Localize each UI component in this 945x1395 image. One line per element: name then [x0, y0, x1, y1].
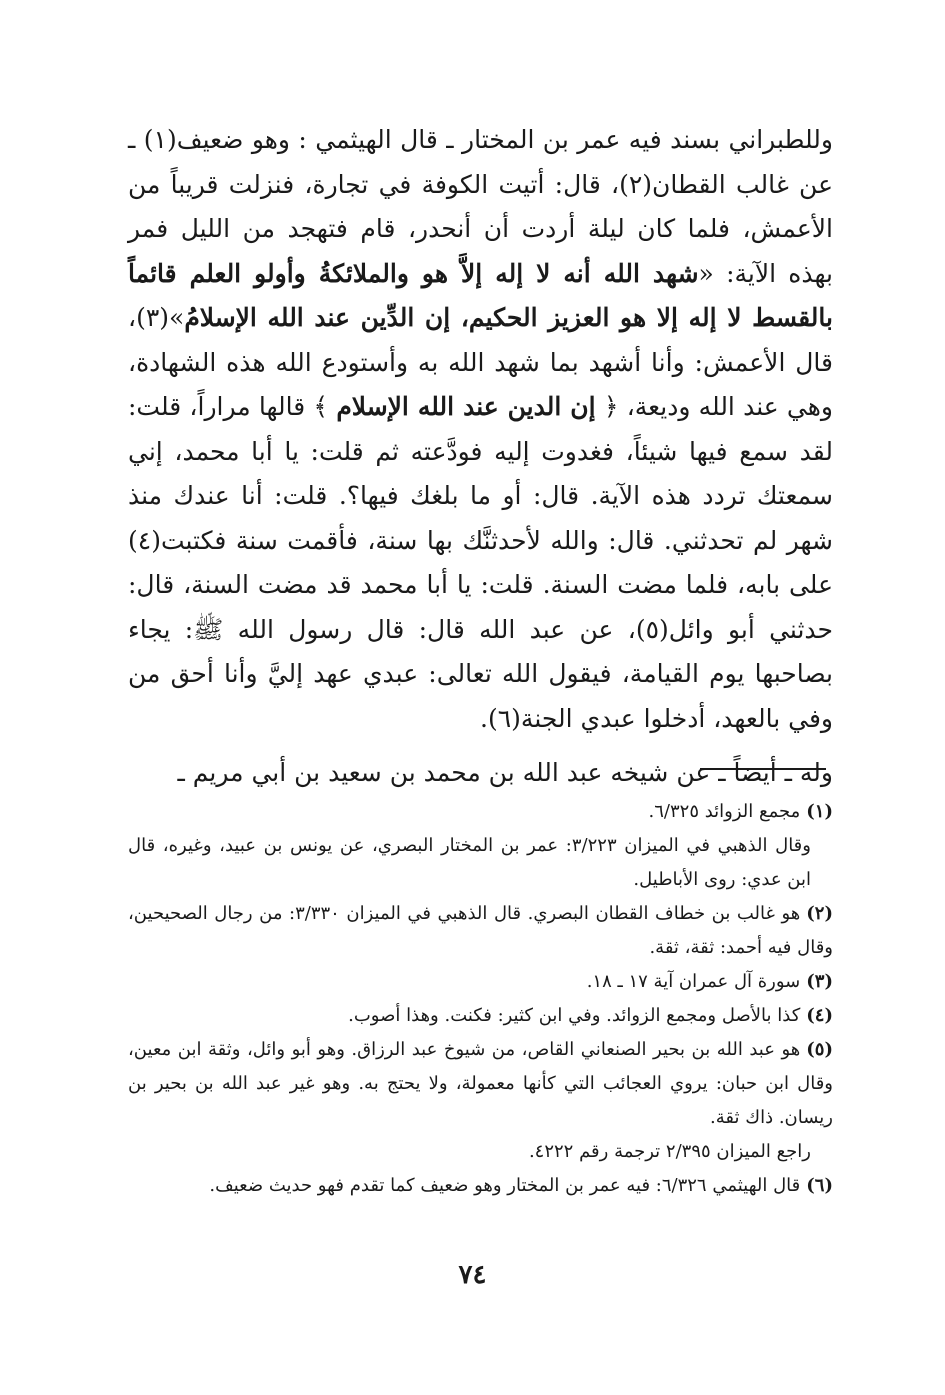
footnote-5-continuation: راجع الميزان ٢/٣٩٥ ترجمة رقم ٤٢٢٢.: [528, 1141, 811, 1162]
footnote-number: (٣): [806, 971, 833, 992]
footnote-1-continuation: وقال الذهبي في الميزان ٣/٢٢٣: عمر بن المختار البصري، عن يونس بن عبيد، وغيره، قال ابن عدي: روى الأباطيل.: [128, 835, 811, 890]
footnote-text: قال الهيثمي ٦/٣٢٦: فيه عمر بن المختار وهو ضعيف كما تقدم فهو حديث ضعيف.: [209, 1175, 801, 1196]
footnote-number: (١): [806, 801, 833, 822]
footnote-number: (٤): [806, 1005, 833, 1026]
paragraph-2: وله ـ أيضاً ـ عن شيخه عبد الله بن محمد بن سعيد بن أبي مريم ـ: [177, 758, 833, 787]
footnote-text: هو عبد الله بن بحير الصنعاني القاص، من شيوخ عبد الرزاق. وهو أبو وائل، وثقة ابن معين، وقال ابن حبان: يروي العجائب التي كأنها معمولة، ولا يحتج به. وهو غير عبد الله بن بحير بن ريسان. ذاك ثقة.: [128, 1039, 833, 1128]
footnote-number: (٦): [806, 1175, 833, 1196]
footnote-text: سورة آل عمران آية ١٧ ـ ١٨.: [586, 971, 801, 992]
quran-verse-2: إن الدين عند الله الإسلام: [336, 392, 596, 421]
footnote-6: [128, 1169, 833, 1203]
footnote-text: هو غالب بن خطاف القطان البصري. قال الذهبي في الميزان ٣/٣٣٠: من رجال الصحيحين، وقال فيه أحمد: ثقة، ثقة.: [128, 903, 833, 958]
main-text: [128, 118, 833, 796]
paragraph-1-text-a: وللطبراني بسند فيه عمر بن المختار ـ قال الهيثمي : وهو ضعيف(١) ـ عن غالب القطان(٢)، قال: أتيت الكوفة في تجارة، فنزلت قريباً من الأعمش، فلما كان ليلة أردت أن أنحدر، قام فتهجد من الليل فمر بهذه الآية: «: [128, 125, 833, 288]
footnote-3: [128, 965, 833, 999]
footnote-number: (٢): [806, 903, 833, 924]
footnote-1: [128, 795, 833, 829]
footnote-number: (٥): [806, 1039, 833, 1060]
footnotes: [128, 795, 833, 1203]
footnote-text: كذا بالأصل ومجمع الزوائد. وفي ابن كثير: فكنت. وهذا أصوب.: [348, 1005, 801, 1026]
paragraph-1-text-b: »(٣)، قال الأعمش: وأنا أشهد بما شهد الله به وأستودع الله هذه الشهادة، وهي عند الله وديعة، ﴿: [128, 303, 834, 421]
footnote-5: [128, 1033, 833, 1135]
footnote-2: [128, 897, 833, 965]
page-number: ٧٤: [458, 1260, 487, 1290]
footnote-4: [128, 999, 833, 1033]
quran-verse-1: شهد الله أنه لا إله إلاَّ هو والملائكةُ وأولو العلم قائماً بالقسط لا إله إلا هو العزيز الحكيم، إن الدِّين عند الله الإسلامُ: [128, 258, 833, 332]
paragraph-1: [128, 118, 833, 741]
footnote-text: مجمع الزوائد ٦/٣٢٥.: [648, 801, 801, 822]
paragraph-1-text-c: ﴾ قالها مراراً، قلت: لقد سمع فيها شيئاً، فغدوت إليه فودَّعته ثم قلت: يا أبا محمد، إني سمعتك تردد هذه الآية. قال: أو ما بلغك فيها؟. قلت: أنا عندك منذ شهر لم تحدثني. قال: والله لأحدثنَّك بها سنة، فأقمت سنة فكتبت(٤) على بابه، فلما مضت السنة. قلت: يا أبا محمد قد مضت السنة، قال: حدثني أبو وائل(٥)، عن عبد الله قال: قال رسول الله ﷺ: يجاء بصاحبها يوم القيامة، فيقول الله تعالى: عبدي عهد إليَّ وأنا أحق من وفي بالعهد، أدخلوا عبدي الجنة(٦).: [128, 392, 834, 733]
footnote-separator: [700, 768, 826, 770]
